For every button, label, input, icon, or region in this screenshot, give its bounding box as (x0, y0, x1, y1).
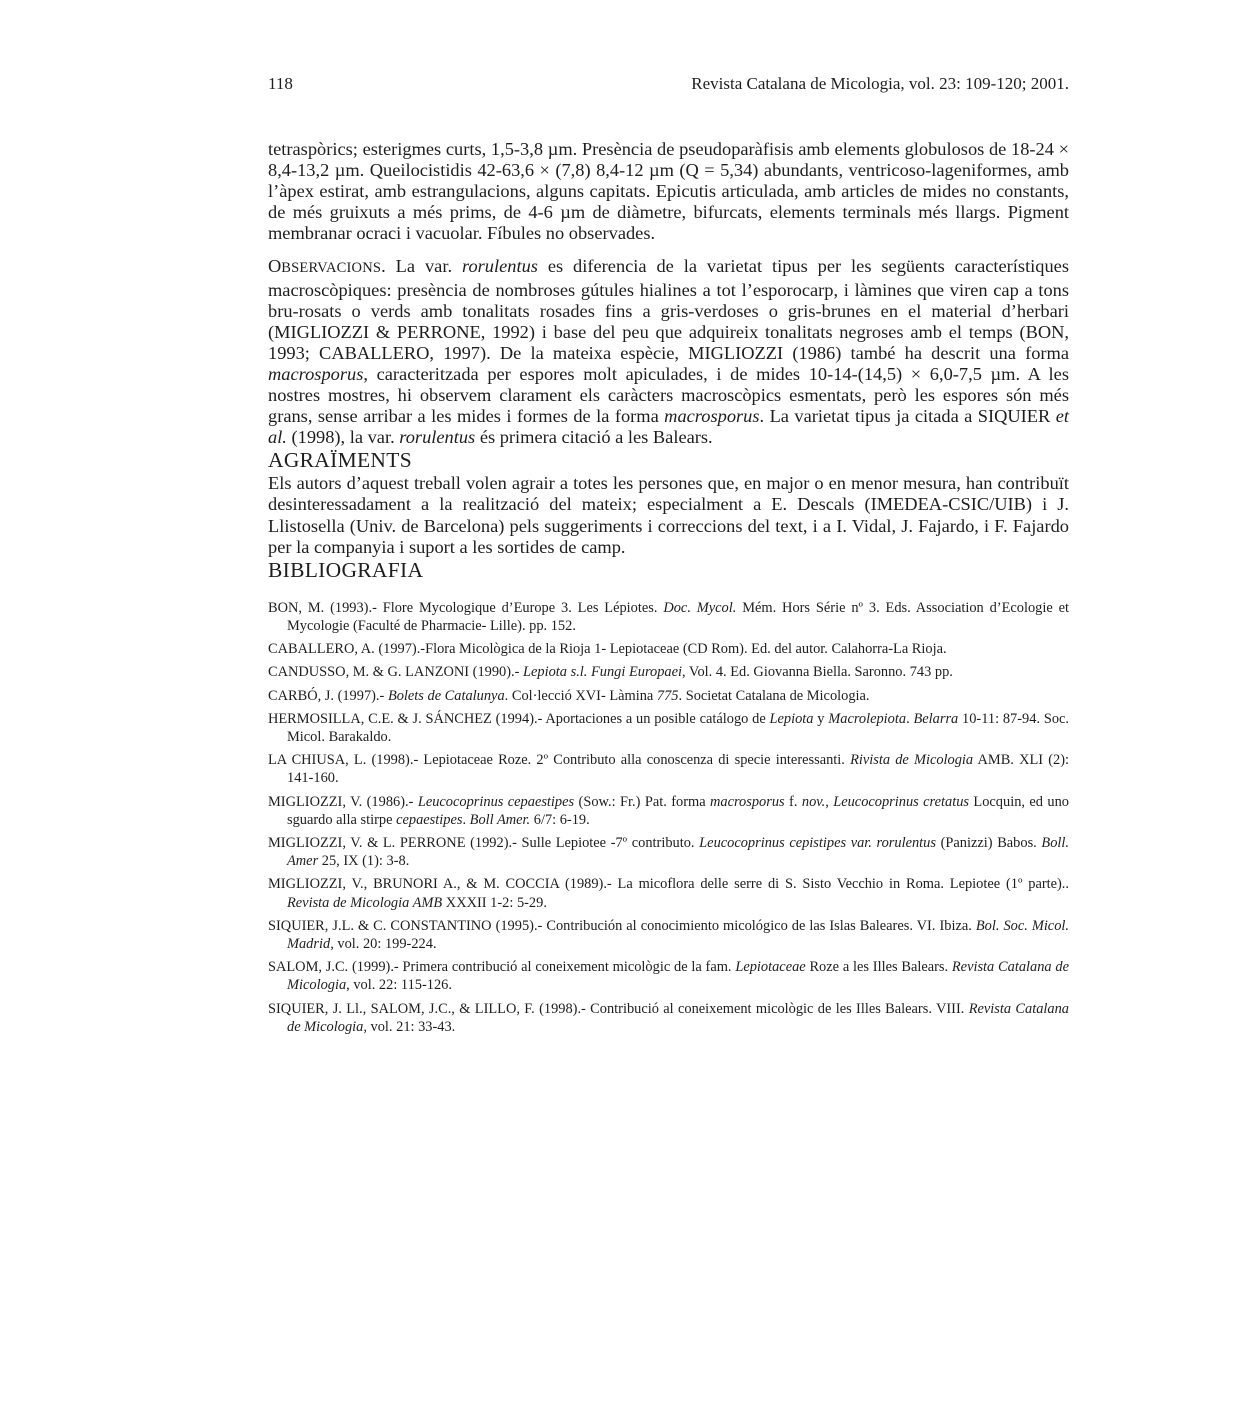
running-header (268, 74, 1069, 98)
reference-italic: Boll. Amer (287, 834, 1069, 870)
reference-text: Locquin, ed uno sguardo alla stirpe (287, 793, 1069, 828)
reference-italic: Leucocoprinus cepaestipes (417, 793, 575, 810)
reference-italic: Belarra (913, 710, 959, 727)
reference-item (268, 751, 1069, 787)
reference-item (268, 1000, 1069, 1036)
reference-item (268, 710, 1069, 746)
reference-item (268, 663, 1069, 681)
reference-text: , vol. 21: 33-43. (363, 1018, 456, 1035)
reference-italic: Lepiotaceae (735, 959, 806, 976)
reference-italic: Lepiota (769, 710, 814, 727)
reference-italic: Leucocoprinus cretatus (833, 793, 970, 810)
reference-italic: Leucocoprinus cepistipes var. rorulentus (699, 834, 936, 851)
reference-text: 6/7: 6-19. (530, 811, 590, 828)
reference-italic: Boll Amer. (469, 811, 531, 828)
reference-item (268, 958, 1069, 994)
text-segment: es diferencia de la varietat tipus per les següents característiques macroscòpiques: presència de nombroses gútules hialines a tot l’esporocarp, i làmines que viren cap a tons bru-rosats o verds amb tonalitats rosades fins a gris-verdoses o gris-brunes en el material d’herbari (MIGLIOZZI & PERRONE, 1992) i base del peu que adquireix tonalitats negroses amb el temps (BON, 1993; CABALLERO, 1997). De la mateixa espècie, MIGLIOZZI (1986) també ha descrit una forma (268, 256, 1069, 363)
reference-item (268, 599, 1069, 635)
reference-text: , vol. 20: 199-224. (330, 935, 437, 952)
observations-paragraph (268, 256, 1069, 448)
taxon-name: rorulentus (461, 256, 538, 277)
reference-text: . Societat Catalana de Micologia. (678, 687, 870, 704)
reference-text: MIGLIOZZI, V. & L. PERRONE (1992).- Sulle Lepiotee -7º contributo. (268, 834, 700, 851)
reference-text: CANDUSSO, M. & G. LANZONI (1990).- (268, 664, 524, 681)
text-segment: , caracteritzada per espores molt apiculades, i de mides 10-14-(14,5) × 6,0-7,5 µm. A les nostres mostres, hi observem clarament els caràcters macroscòpics esmentats, però les espores són més grans, sense arribar a les mides i formes de la forma (268, 363, 1069, 427)
et-al: et al. (268, 406, 1069, 448)
description-text: tetraspòrics; esterigmes curts, 1,5-3,8 µm. Presència de pseudoparàfisis amb elements globulosos de 18-24 × 8,4-13,2 µm. Queilocistidis 42-63,6 × (7,8) 8,4-12 µm (Q = 5,34) abundants, ventricoso-lageniformes, amb l’àpex estirat, amb estrangulacions, alguns capitats. Epicutis articulada, amb articles de mides no constants, de més gruixuts a més prims, de 4-6 µm de diàmetre, bifurcats, elements terminals més llargs. Pigment membranar ocraci i vacuolar. Fíbules no observades. (268, 139, 1069, 244)
reference-text: XXXII 1-2: 5-29. (442, 894, 547, 911)
reference-text: , vol. 22: 115-126. (346, 977, 452, 994)
article-body (268, 139, 1069, 1041)
reference-text: Roze a les Illes Balears. (805, 959, 952, 976)
taxon-name: macrosporus (268, 363, 364, 384)
reference-italic: macrosporus (710, 793, 785, 810)
reference-italic: Macrolepiota (828, 710, 907, 727)
reference-text: HERMOSILLA, C.E. & J. SÁNCHEZ (1994).- Aportaciones a un posible catálogo de (268, 710, 770, 727)
reference-text: 10-11: 87-94. Soc. Micol. Barakaldo. (287, 710, 1070, 745)
reference-text: CARBÓ, J. (1997).- (268, 687, 388, 704)
reference-text: . Col·lecció XVI- Làmina (504, 687, 657, 704)
reference-text: f. (784, 793, 802, 810)
reference-item (268, 687, 1069, 705)
reference-italic: Bolets de Catalunya (387, 687, 505, 704)
text-segment: . La var. (381, 256, 462, 277)
reference-text: BON, M. (1993).- Flore Mycologique d’Europe 3. Les Lépiotes. (268, 599, 664, 616)
reference-text: (Sow.: Fr.) Pat. forma (574, 793, 711, 810)
text-segment: (1998), la var. (286, 427, 400, 448)
acknowledgements-heading: AGRAÏMENTS (268, 448, 412, 473)
reference-italic: Doc. Mycol. (663, 599, 737, 616)
reference-italic: Revista Catalana de Micologia (287, 959, 1069, 994)
reference-text: y (813, 710, 829, 727)
reference-item (268, 834, 1069, 870)
reference-text: AMB. XLI (2): 141-160. (287, 752, 1069, 787)
taxon-name: rorulentus (399, 427, 476, 448)
reference-text: . (462, 811, 470, 828)
reference-text: 25, IX (1): 3-8. (318, 853, 410, 870)
reference-item (268, 917, 1069, 953)
reference-italic: Revista de Micologia AMB (287, 894, 443, 911)
reference-item (268, 640, 1069, 658)
reference-item (268, 793, 1069, 829)
observations-heading: BSERVACIONS (281, 260, 382, 277)
reference-list (268, 599, 1069, 1036)
running-title: Revista Catalana de Micologia, vol. 23: 109-120; 2001. (691, 74, 1069, 93)
page-number: 118 (268, 74, 293, 93)
reference-text: (Panizzi) Babos. (935, 834, 1042, 851)
acknowledgements-paragraph (268, 473, 1069, 557)
reference-italic: 775 (656, 687, 679, 704)
reference-italic: Revista Catalana de Micologia (287, 1000, 1069, 1035)
reference-text: LA CHIUSA, L. (1998).- Lepiotaceae Roze. 2º Contributo alla conoscenza di specie interessanti. (268, 752, 851, 769)
taxon-name: macrosporus (664, 406, 760, 427)
reference-item (268, 875, 1069, 911)
reference-text: . (906, 710, 914, 727)
reference-text: MIGLIOZZI, V. (1986).- (268, 793, 418, 810)
reference-text: SALOM, J.C. (1999).- Primera contribució al coneixement micològic de la fam. (268, 959, 736, 976)
bibliography-heading: BIBLIOGRAFIA (268, 557, 424, 582)
reference-text: CABALLERO, A. (1997).-Flora Micològica de la Rioja 1- Lepiotaceae (CD Rom). Ed. del autor. Calahorra-La Rioja. (268, 641, 947, 658)
reference-text: MIGLIOZZI, V., BRUNORI A., & M. COCCIA (1989).- La micoflora delle serre di S. Sisto Vecchio in Roma. Lepiotee (1º parte).. (268, 876, 1069, 893)
text-segment: és primera citació a les Balears. (475, 427, 713, 448)
text-segment: . La varietat tipus ja citada a SIQUIER (759, 406, 1056, 427)
reference-text: , (825, 793, 834, 810)
reference-text: , Vol. 4. Ed. Giovanna Biella. Saronno. 743 pp. (682, 664, 953, 681)
reference-italic: Lepiota s.l. Fungi Europaei (523, 664, 682, 681)
reference-italic: Bol. Soc. Micol. Madrid (287, 917, 1069, 952)
acknowledgements-text: Els autors d’aquest treball volen agrair a totes les persones que, en major o en menor mesura, han contribuït desinteressadament a la realització del mateix; especialment a E. Descals (IMEDEA-CSIC/UIB) i J. Llistosella (Univ. de Barcelona) pels suggeriments i correccions del text, i a I. Vidal, J. Fajardo, i F. Fajardo per la companyia i suport a les sortides de camp. (268, 473, 1069, 557)
observations-heading-initial: O (268, 256, 282, 277)
reference-text: SIQUIER, J.L. & C. CONSTANTINO (1995).- Contribución al conocimiento micológico de las Islas Baleares. VI. Ibiza. (268, 917, 976, 934)
description-paragraph (268, 139, 1069, 244)
reference-italic: nov. (801, 793, 826, 810)
reference-italic: Rivista de Micologia (850, 752, 974, 769)
reference-text: Mém. Hors Série nº 3. Eds. Association d’Ecologie et Mycologie (Faculté de Pharmacie- Lille). pp. 152. (287, 599, 1069, 634)
reference-text: SIQUIER, J. Ll., SALOM, J.C., & LILLO, F. (1998).- Contribució al coneixement micològic de les Illes Balears. VIII. (268, 1000, 969, 1017)
reference-italic: cepaestipes (396, 811, 463, 828)
